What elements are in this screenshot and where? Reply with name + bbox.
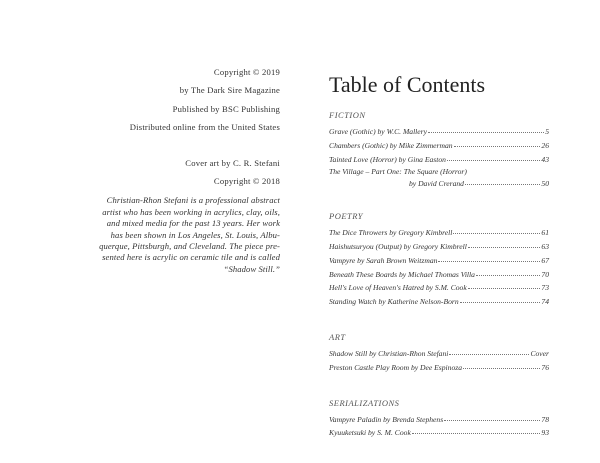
entry-page: 26 <box>541 140 549 150</box>
dot-leader <box>449 347 529 355</box>
dot-leader <box>463 361 540 369</box>
dot-leader <box>468 281 541 289</box>
section-heading: POETRY <box>329 211 364 222</box>
artist-bio <box>20 195 280 275</box>
dot-leader <box>412 426 541 434</box>
entry-page: 61 <box>541 228 549 238</box>
dot-leader <box>465 177 540 185</box>
table-of-contents <box>329 68 549 463</box>
toc-section-serializations <box>329 398 549 441</box>
entry-title: Haishutsuryou (Output) by Gregory Kimbrell <box>329 241 467 251</box>
bio-line: sented here is acrylic on ceramic tile and is called <box>102 252 280 263</box>
entry-title: The Dice Throwers by Gregory Kimbrell <box>329 228 453 238</box>
toc-entry <box>329 254 549 268</box>
bio-line: has been shown in Los Angeles, St. Louis, Albu- <box>110 229 280 240</box>
toc-entry <box>329 347 549 361</box>
dot-leader <box>428 125 544 133</box>
entry-title: The Village – Part One: The Square (Horror) <box>329 167 467 177</box>
dot-leader <box>438 254 540 262</box>
copyright-page <box>20 68 280 275</box>
entry-page: 73 <box>541 283 549 293</box>
entry-title: Grave (Gothic) by W.C. Mallery <box>329 127 427 136</box>
section-heading: FICTION <box>329 110 366 120</box>
toc-entry <box>329 166 549 191</box>
toc-entry <box>329 426 549 440</box>
entry-title: Shadow Still by Christian-Rhon Stefani <box>329 348 449 358</box>
copyright-line: Copyright © 2019 <box>213 67 280 77</box>
toc-section-fiction <box>329 110 549 191</box>
entry-page: 76 <box>541 362 549 372</box>
entry-page: Cover <box>530 348 549 358</box>
bio-line: Christian-Rhon Stefani is a professional abstract <box>106 195 280 206</box>
entry-page: 78 <box>541 414 549 424</box>
entry-title: Vampyre Paladin by Brenda Stephens <box>329 414 444 424</box>
toc-entry <box>329 240 549 254</box>
bio-line: and mixed media for the past 13 years. Her work <box>106 218 280 229</box>
dot-leader <box>460 295 541 303</box>
toc-entry <box>329 413 549 427</box>
entry-title: Vampyre by Sarah Brown Weitzman <box>329 255 438 265</box>
toc-entry <box>329 125 549 139</box>
entry-title: Tainted Love (Horror) by Gina Easton <box>329 154 446 164</box>
toc-entry <box>329 268 549 282</box>
entry-page: 43 <box>541 154 549 164</box>
entry-title: Chambers (Gothic) by Mike Zimmerman <box>329 140 453 150</box>
toc-entry <box>329 281 549 295</box>
entry-page: 67 <box>541 255 549 265</box>
dot-leader <box>476 268 540 276</box>
bio-line: artist who has been working in acrylics, clay, oils, <box>102 206 280 217</box>
entry-title: Hell's Love of Heaven's Hatred by S.M. Cook <box>329 283 467 293</box>
entry-title: Kyuuketsuki by S. M. Cook <box>329 428 411 438</box>
bio-line: “Shadow Still.” <box>223 263 280 274</box>
entry-page: 70 <box>541 269 549 279</box>
toc-entry <box>329 361 549 375</box>
dot-leader <box>444 413 540 421</box>
distribution-line: Distributed online from the United States <box>129 122 280 133</box>
entry-page: 50 <box>541 179 549 189</box>
entry-page: 74 <box>541 297 549 307</box>
toc-entry <box>329 226 549 240</box>
toc-entry <box>329 153 549 167</box>
section-heading: ART <box>329 331 346 342</box>
dot-leader <box>447 153 540 161</box>
entry-page: 93 <box>541 428 549 438</box>
magazine-line: by The Dark Sire Magazine <box>179 85 280 96</box>
dot-leader <box>453 226 540 234</box>
entry-page: 5 <box>545 127 549 136</box>
toc-section-art <box>329 332 549 375</box>
entry-title: Standing Watch by Katherine Nelson-Born <box>329 297 459 307</box>
toc-entry <box>329 139 549 153</box>
section-heading: SERIALIZATIONS <box>329 397 400 408</box>
toc-title: Table of Contents <box>329 72 486 97</box>
bio-line: querque, Pittsburgh, and Cleveland. The piece pre- <box>99 240 280 251</box>
dot-leader <box>454 139 541 147</box>
entry-title: Beneath These Boards by Michael Thomas Villa <box>329 269 475 279</box>
entry-author: by David Crerand <box>409 179 464 189</box>
cover-art-copyright: Copyright © 2018 <box>213 175 280 186</box>
cover-art-credit: Cover art by C. R. Stefani <box>185 157 280 168</box>
dot-leader <box>468 240 541 248</box>
toc-entry <box>329 295 549 309</box>
toc-section-poetry <box>329 211 549 309</box>
entry-page: 63 <box>541 241 549 251</box>
entry-title: Preston Castle Play Room by Dee Espinoza <box>329 362 463 372</box>
publisher-line: Published by BSC Publishing <box>172 103 280 114</box>
